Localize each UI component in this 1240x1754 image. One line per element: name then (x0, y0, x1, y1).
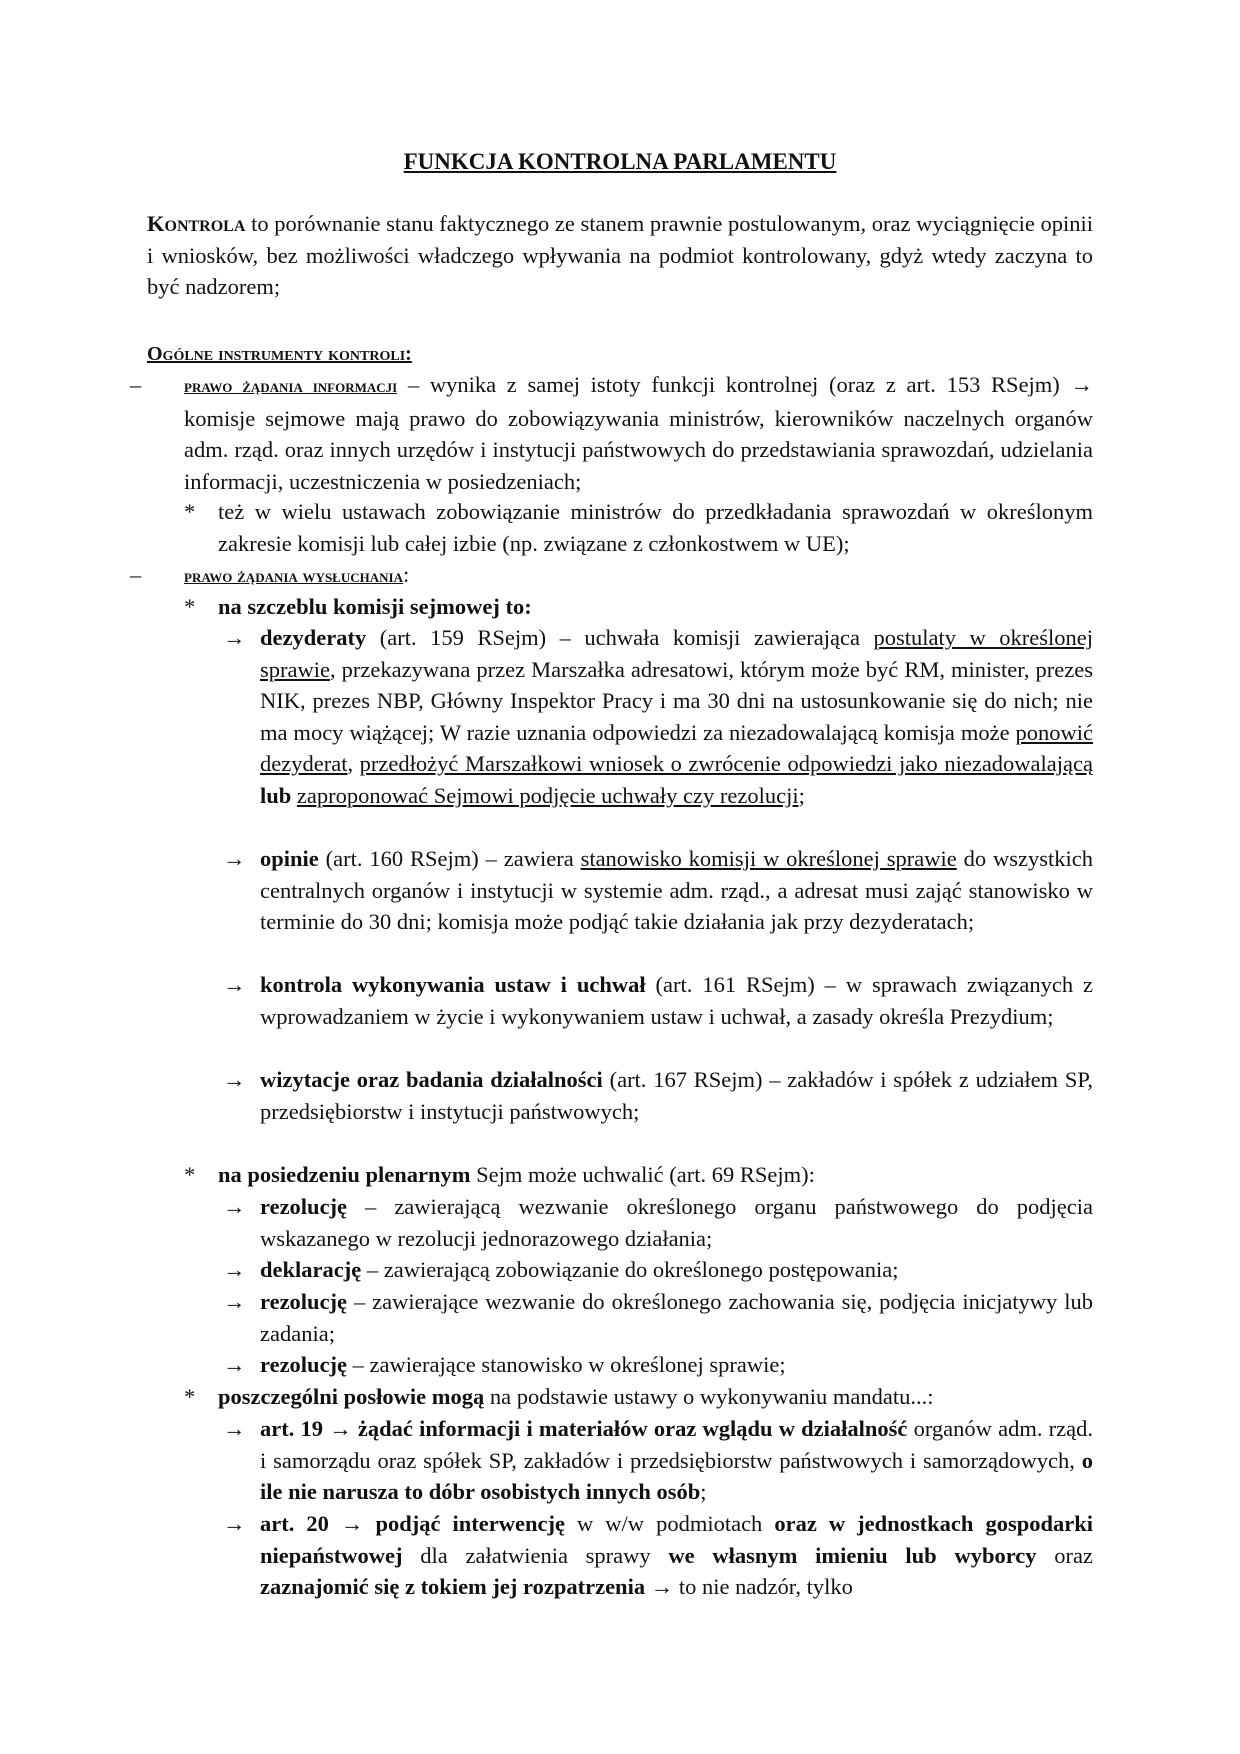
mps-label: poszczególni posłowie mogą (218, 1384, 485, 1409)
arrow-marker: → (223, 1416, 246, 1441)
kontrola-item (260, 969, 1093, 1032)
intro-paragraph (147, 208, 1093, 303)
art20-text-2: dla załatwienia sprawy (402, 1542, 669, 1568)
item1-label: prawo żądania informacji (184, 376, 398, 397)
item2-colon: : (402, 562, 410, 587)
item2-label: prawo żądania wysłuchania (184, 566, 403, 587)
plenary-item-4 (260, 1349, 1093, 1381)
art20-bold-4: zaznajomić się z tokiem jej rozpatrzenia (260, 1574, 646, 1600)
dezyderaty-underline-3: dezyderat (260, 751, 348, 777)
opinie-term: opinie (260, 846, 319, 871)
plenary-item-1 (260, 1191, 1093, 1254)
arrow-marker: → (223, 1067, 246, 1092)
dezyderaty-item (260, 622, 1093, 812)
arrow-marker: → (223, 846, 246, 871)
kontrola-term: kontrola wykonywania ustaw i uchwał (260, 972, 646, 997)
art20-item (260, 1508, 1093, 1603)
dezyderaty-underline-2: ponowić (1015, 719, 1093, 745)
plenary-item-term: deklarację (260, 1257, 362, 1282)
art19-item (260, 1413, 1093, 1508)
art20-text-1: w w/w podmiotach (564, 1511, 775, 1536)
opinie-underline: stanowisko komisji w określonej sprawie (580, 846, 957, 871)
opinie-item (260, 843, 1093, 938)
dezyderaty-text-1: (art. 159 RSejm) – uchwała komisji zawierająca (366, 625, 874, 650)
mps-text: na podstawie ustawy o wykonywaniu mandatu...: (484, 1384, 934, 1409)
mps-heading (218, 1381, 1093, 1413)
dezyderaty-underline-4: przedłożyć Marszałkowi wniosek o zwrócenie odpowiedzi jako niezadowalającą (359, 751, 1093, 777)
art19-text-2: ; (700, 1479, 707, 1505)
arrow-marker: → (223, 1352, 246, 1377)
art20-bold-3: we własnym imieniu lub wyborcy (668, 1542, 1037, 1568)
committee-heading: na szczeblu komisji sejmowej to: (218, 594, 532, 619)
wizytacje-term: wizytacje oraz badania działalności (260, 1067, 603, 1092)
item-prawo-zadania-informacji (184, 369, 1093, 497)
art20-text-4: → to nie nadzór, tylko (645, 1574, 853, 1600)
plenary-item-3 (260, 1286, 1093, 1349)
kontrola-text: (art. 161 RSejm) – w sprawach związanych z wprowadzaniem w życie i wykonywaniem ustaw i uchwał, a zasady określa Prezydium; (260, 972, 1093, 1029)
opinie-text-2: do wszystkich centralnych organów i instytucji w systemie adm. rząd., a adresat musi zająć stanowisko w terminie do 30 dni; komisja może podjąć takie działania jak przy dezyderatach; (260, 846, 1093, 935)
art20-text-3: oraz (1036, 1542, 1093, 1568)
plenary-item-term: rezolucję (260, 1289, 348, 1314)
arrow-marker: → (223, 625, 246, 650)
arrow-marker: → (223, 972, 246, 997)
art20-bold-2: oraz w jednostkach gospodarki niepaństwowej (260, 1511, 1093, 1568)
page-title: FUNKCJA KONTROLNA PARLAMENTU (403, 149, 837, 174)
dash-marker: – (130, 562, 142, 587)
dezyderaty-text-6: ; (798, 782, 805, 808)
star-marker: * (184, 594, 196, 619)
art20-bold-1: art. 20 → podjąć interwencję (260, 1511, 565, 1536)
art19-text-1: organów adm. rząd. i samorządu oraz spółek SP, zakładów i przedsiębiorstw państwowych i samorządowych, (260, 1416, 1093, 1473)
plenary-item-text: – zawierające stanowisko w określonej sprawie; (347, 1352, 786, 1377)
plenary-item-term: rezolucję (260, 1194, 348, 1219)
plenary-text: Sejm może uchwalić (art. 69 RSejm): (470, 1162, 815, 1187)
plenary-item-text: – zawierającą wezwanie określonego organu państwowego do podjęcia wskazanego w rezolucji jednorazowego działania; (260, 1194, 1093, 1251)
section-heading (147, 339, 412, 371)
dezyderaty-text-2: , przekazywana przez Marszałka adresatowi, którym może być RM, minister, prezes NIK, prezes NBP, Główny Inspektor Pracy i ma 30 dni na ustosunkowanie się do nich; nie ma mocy wiążącej; W razie uznania odpowiedzi za niezadowalającą komisja może (260, 656, 1093, 745)
plenary-heading (218, 1159, 1093, 1191)
plenary-item-text: – zawierającą zobowiązanie do określonego postępowania; (361, 1257, 899, 1282)
item-prawo-zadania-wysluchania (184, 559, 1093, 593)
intro-text: to porównanie stanu faktycznego ze stanem prawnie postulowanym, oraz wyciągnięcie opinii i wniosków, bez możliwości władczego wpływania na podmiot kontrolowany, gdyż wtedy zaczyna to być nadzorem; (147, 211, 1093, 300)
section-heading-text: Ogólne instrumenty kontroli: (147, 343, 412, 365)
arrow-marker: → (223, 1289, 246, 1314)
art19-bold-1: art. 19 → żądać informacji i materiałów oraz wglądu w działalność (260, 1416, 908, 1441)
plenary-item-2 (260, 1254, 1093, 1286)
dezyderaty-term: dezyderaty (260, 625, 367, 650)
dezyderaty-underline-5: zaproponować Sejmowi podjęcie uchwały czy rezolucji (296, 782, 799, 808)
arrow-marker: → (223, 1511, 246, 1536)
item1-note: też w wielu ustawach zobowiązanie ministrów do przedkładania sprawozdań w określonym zakresie komisji lub całej izbie (np. związane z członkostwem w UE); (218, 499, 1093, 556)
dezyderaty-text-5: lub (260, 782, 297, 808)
opinie-text-1: (art. 160 RSejm) – zawiera (318, 846, 581, 871)
item1-text: – wynika z samej istoty funkcji kontrolnej (oraz z art. 153 RSejm) → komisje sejmowe mają prawo do zobowiązywania ministrów, kierowników naczelnych organów adm. rząd. oraz innych urzędów i instytucji państwowych do przedstawiania sprawozdań, udzielania informacji, uczestniczenia w posiedzeniach; (184, 372, 1093, 494)
dezyderaty-text-4: , (347, 751, 360, 777)
wizytacje-text: (art. 167 RSejm) – zakładów i spółek z udziałem SP, przedsiębiorstw i instytucji państwowych; (260, 1067, 1093, 1124)
plenary-item-text: – zawierające wezwanie do określonego zachowania się, podjęcia inicjatywy lub zadania; (260, 1289, 1093, 1346)
dezyderaty-underline-1: postulaty w określonej sprawie (260, 625, 1093, 682)
intro-term: Kontrola (147, 211, 246, 236)
wizytacje-item (260, 1064, 1093, 1127)
star-marker: * (184, 1384, 196, 1409)
star-marker: * (184, 1162, 196, 1187)
art19-bold-2: o ile nie narusza to dóbr osobistych innych osób (260, 1447, 1093, 1505)
arrow-marker: → (223, 1194, 246, 1219)
arrow-marker: → (223, 1257, 246, 1282)
plenary-label: na posiedzeniu plenarnym (218, 1162, 471, 1187)
dash-marker: – (130, 372, 142, 397)
star-marker: * (184, 499, 196, 524)
plenary-item-term: rezolucję (260, 1352, 348, 1377)
